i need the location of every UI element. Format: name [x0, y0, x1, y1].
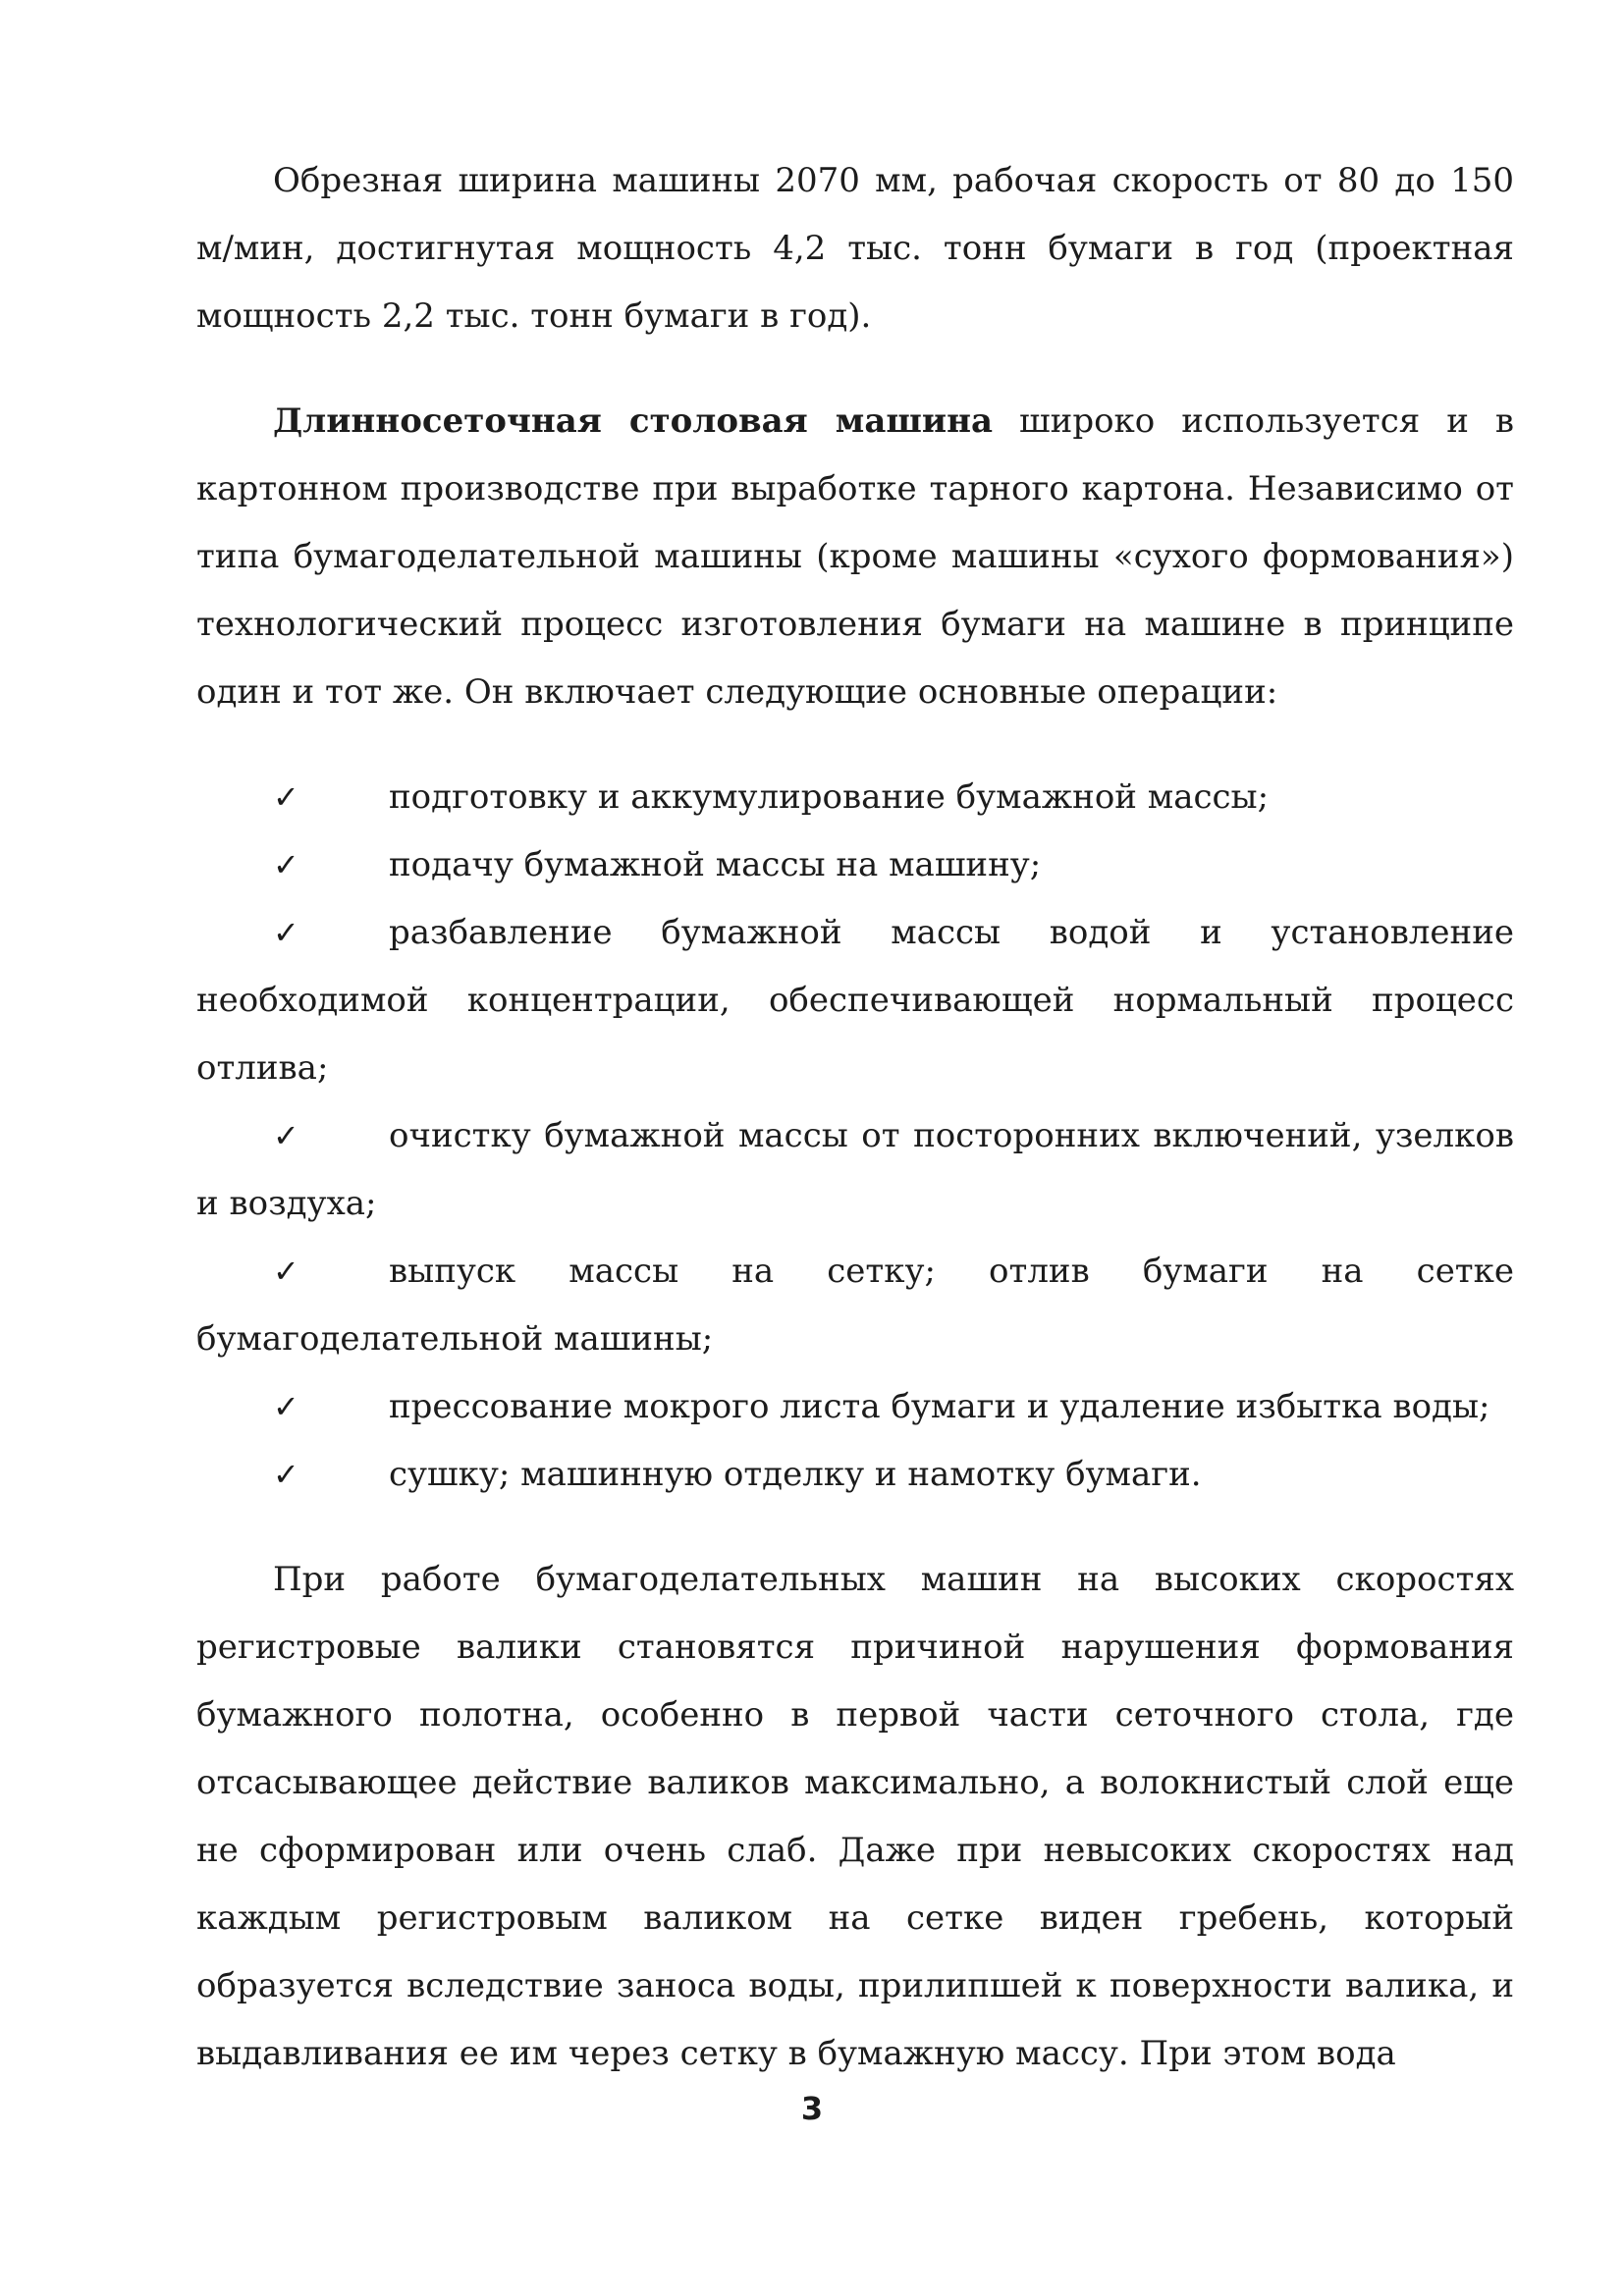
- paragraph-machine-specs: Обрезная ширина машины 2070 мм, рабочая скорость от 80 до 150 м/мин, достигнутая мощность 4,2 тыс. тонн бумаги в год (проектная мощность 2,2 тыс. тонн бумаги в год).: [196, 161, 1514, 336]
- list-item: [196, 899, 1514, 1102]
- list-item: [196, 1102, 1514, 1238]
- checkmark-icon: ✓: [273, 914, 299, 951]
- list-item-text: разбавление бумажной массы водой и установление необходимой концентрации, обеспечивающей нормальный процесс отлива;: [196, 913, 1514, 1088]
- checkmark-icon: ✓: [273, 1117, 299, 1154]
- list-item: [196, 831, 1514, 899]
- checkmark-icon: ✓: [273, 778, 299, 816]
- list-item-text: выпуск массы на сетку; отлив бумаги на сетке бумагоделательной машины;: [196, 1252, 1514, 1359]
- list-item-text: подготовку и аккумулирование бумажной массы;: [389, 777, 1270, 817]
- list-item-text: подачу бумажной массы на машину;: [389, 845, 1042, 884]
- checkmark-icon: ✓: [273, 1253, 299, 1290]
- term-fourdrinier-machine: Длинносеточная столовая машина: [273, 401, 994, 441]
- page-number: 3: [800, 2090, 824, 2127]
- list-item: [196, 764, 1514, 831]
- checkmark-icon: ✓: [273, 1388, 299, 1425]
- list-item: [196, 1441, 1514, 1509]
- list-item: [196, 1238, 1514, 1373]
- list-item-text: прессование мокрого листа бумаги и удаление избытка воды;: [389, 1387, 1490, 1426]
- list-item-text: очистку бумажной массы от посторонних включений, узелков и воздуха;: [196, 1116, 1514, 1223]
- paragraph-fourdrinier-body: широко используется и в картонном производстве при выработке тарного картона. Независимо от типа бумагоделательной машины (кроме машины «сухого формования») технологический процесс изготовления бумаги на машине в принципе один и тот же. Он включает следующие основные операции:: [196, 401, 1514, 712]
- list-item-text: сушку; машинную отделку и намотку бумаги.: [389, 1455, 1202, 1494]
- paragraph-register-rolls: При работе бумагоделательных машин на высоких скоростях регистровые валики становятся причиной нарушения формования бумажного полотна, особенно в первой части сеточного стола, где отсасывающее действие валиков максимально, а волокнистый слой еще не сформирован или очень слаб. Даже при невысоких скоростях над каждым регистровым валиком на сетке виден гребень, который образуется вследствие заноса воды, прилипшей к поверхности валика, и выдавливания ее им через сетку в бумажную массу. При этом вода: [196, 1560, 1514, 2073]
- checkmark-icon: ✓: [273, 846, 299, 883]
- paragraph-fourdrinier: [196, 388, 1514, 726]
- checkmark-icon: ✓: [273, 1456, 299, 1493]
- list-item: [196, 1373, 1514, 1441]
